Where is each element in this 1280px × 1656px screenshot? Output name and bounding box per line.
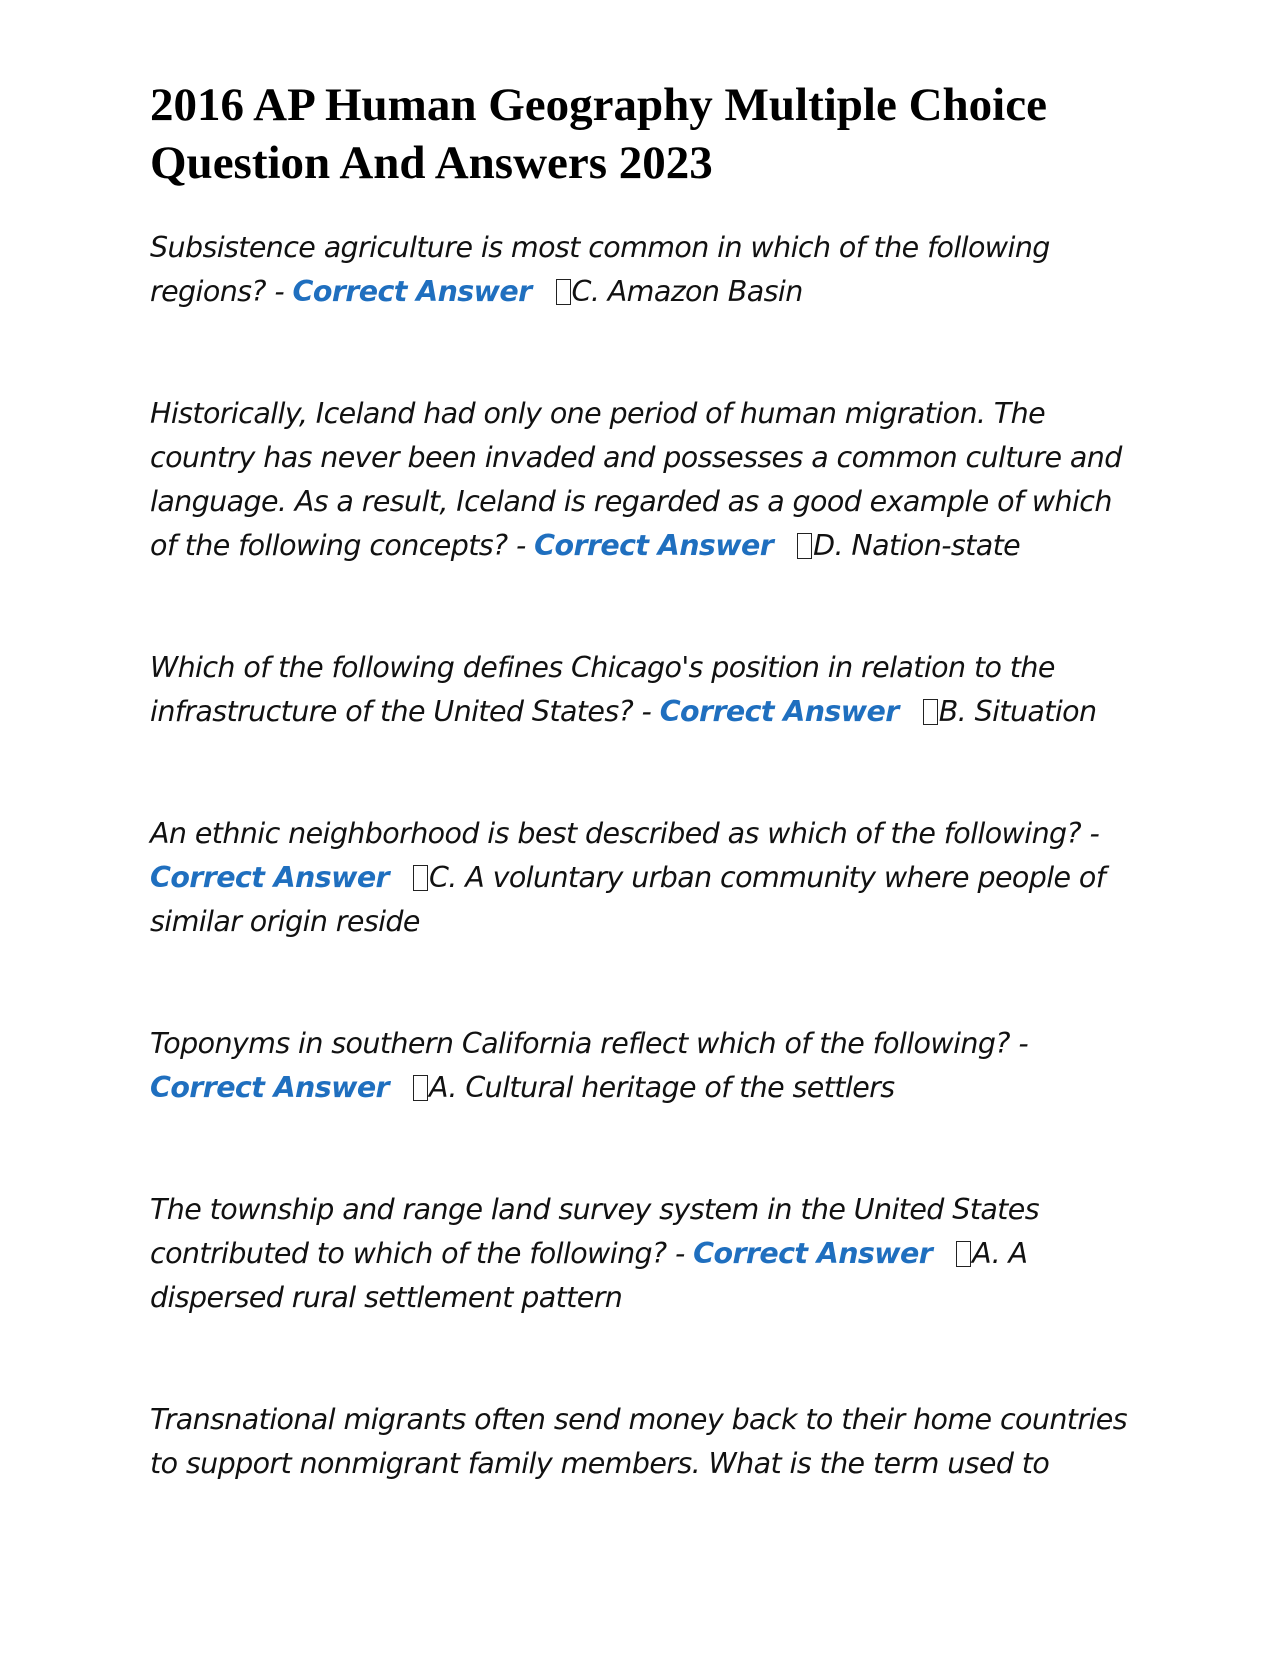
question-text: The township and range land survey system in the United States contributed to which of the following? - xyxy=(150,1193,1039,1270)
missing-glyph-icon xyxy=(956,1241,971,1267)
answer-text: A. A dispersed rural settlement pattern xyxy=(150,1237,1028,1314)
answer-text: B. Situation xyxy=(938,695,1097,728)
qa-item-5 xyxy=(150,1022,1140,1110)
qa-item-2 xyxy=(150,392,1140,568)
question-text: Which of the following defines Chicago's position in relation to the infrastructure of the United States? - xyxy=(150,651,1055,728)
qa-item-4 xyxy=(150,812,1140,944)
answer-text: C. A voluntary urban community where people of similar origin reside xyxy=(150,861,1106,938)
qa-item-3 xyxy=(150,646,1140,734)
correct-answer-label: Correct Answer xyxy=(693,1237,933,1270)
correct-answer-label: Correct Answer xyxy=(534,529,774,562)
answer-text: C. Amazon Basin xyxy=(571,275,803,308)
correct-answer-label: Correct Answer xyxy=(292,275,532,308)
qa-item-1 xyxy=(150,226,1140,314)
document-page xyxy=(150,76,1140,1564)
qa-item-6 xyxy=(150,1188,1140,1320)
question-text: Transnational migrants often send money back to their home countries to support nonmigrant family members. What is the term used to xyxy=(150,1403,1127,1480)
correct-answer-label: Correct Answer xyxy=(150,1071,389,1104)
correct-answer-label: Correct Answer xyxy=(659,695,899,728)
question-text: Subsistence agriculture is most common in which of the following regions? - xyxy=(150,231,1050,308)
question-text: Toponyms in southern California reflect which of the following? - xyxy=(150,1027,1029,1060)
answer-text: A. Cultural heritage of the settlers xyxy=(429,1071,895,1104)
question-text: Historically, Iceland had only one period of human migration. The country has never been invaded and possesses a common culture and language. As a result, Iceland is regarded as a good example of which of the following concepts? - xyxy=(150,397,1122,562)
qa-item-7 xyxy=(150,1398,1140,1486)
question-text: An ethnic neighborhood is best described as which of the following? - xyxy=(150,817,1100,850)
document-title: 2016 AP Human Geography Multiple Choice Question And Answers 2023 xyxy=(150,79,1047,189)
answer-text: D. Nation-state xyxy=(813,529,1021,562)
missing-glyph-icon xyxy=(556,279,571,305)
missing-glyph-icon xyxy=(797,533,812,559)
missing-glyph-icon xyxy=(413,1075,428,1101)
missing-glyph-icon xyxy=(413,865,428,891)
missing-glyph-icon xyxy=(923,699,938,725)
correct-answer-label: Correct Answer xyxy=(150,861,389,894)
